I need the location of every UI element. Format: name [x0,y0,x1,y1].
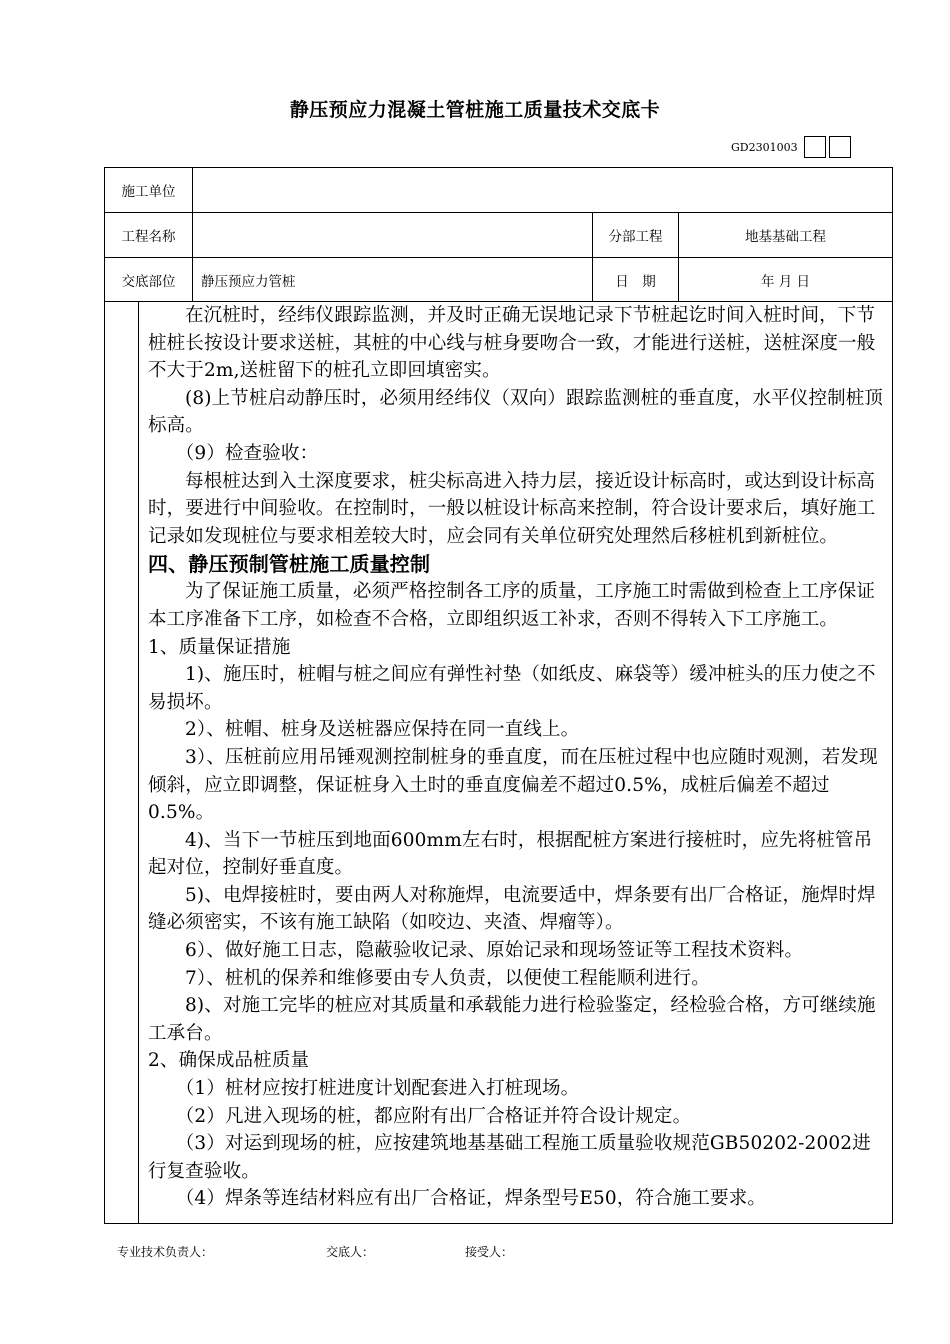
construction-unit-label: 施工单位 [105,168,193,213]
page-title: 静压预应力混凝土管桩施工质量技术交底卡 [289,99,661,121]
disclosure-content [138,302,892,1223]
discloser-label: 交底人： [326,1245,375,1259]
date-label: 日 期 [593,258,679,302]
receiver-label: 接受人： [465,1245,514,1259]
date-value[interactable]: 年 月 日 [679,258,893,302]
list-item: （1）桩材应按打桩进度计划配套进入打桩现场。 [175,1078,580,1100]
sub-project-label: 分部工程 [593,213,679,258]
list-item: 8)、对施工完毕的桩应对其质量和承载能力进行检验鉴定，经检验合格，方可继续施工承台。 [148,995,876,1044]
code-checkbox-2[interactable] [829,136,851,158]
project-name-value[interactable] [193,213,593,258]
part-value[interactable]: 静压预应力管桩 [193,258,593,302]
subheading: 1、质量保证措施 [148,636,291,658]
document-code-row [731,135,851,159]
code-checkbox-1[interactable] [804,136,826,158]
list-item: 1)、施压时，桩帽与桩之间应有弹性衬垫（如纸皮、麻袋等）缓冲桩头的压力使之不易损坏。 [148,664,876,713]
construction-unit-value[interactable] [193,168,893,213]
subheading: 2、确保成品桩质量 [148,1050,310,1072]
paragraph: (8)上节桩启动静压时，必须用经纬仪（双向）跟踪监测桩的垂直度，水平仪控制桩顶标高。 [148,387,884,437]
disclosure-content-cell [105,302,893,1224]
table-row [105,258,893,302]
part-label: 交底部位 [105,258,193,302]
list-item: 4)、当下一节桩压到地面600mm左右时，根据配桩方案进行接桩时，应先将桩管吊起对位，控制好垂直度。 [148,829,873,879]
list-item: 5)、电焊接桩时，要由两人对称施焊，电流要适中，焊条要有出厂合格证，施焊时焊缝必须密实，不该有施工缺陷（如咬边、夹渣、焊瘤等）。 [148,884,876,934]
paragraph: 在沉桩时，经纬仪跟踪监测，并及时正确无误地记录下节桩起讫时间入桩时间，下节桩桩长按设计要求送桩，其桩的中心线与桩身要吻合一致，才能进行送桩，送桩深度一般不大于2m,送桩留下的桩孔立即回填密实。 [148,305,876,382]
list-item: （2）凡进入现场的桩，都应附有出厂合格证并符合设计规定。 [175,1105,692,1127]
list-item: 2）、桩帽、桩身及送桩器应保持在同一直线上。 [185,719,580,741]
section-heading: 四、静压预制管桩施工质量控制 [148,552,431,577]
list-item: （4）焊条等连结材料应有出厂合格证，焊条型号E50，符合施工要求。 [175,1188,767,1210]
project-name-label: 工程名称 [105,213,193,258]
list-item: 3）、压桩前应用吊锤观测控制桩身的垂直度，而在压桩过程中也应随时观测，若发现倾斜，应立即调整，保证桩身入土时的垂直度偏差不超过0.5%，成桩后偏差不超过0.5%。 [148,746,878,824]
sub-project-value[interactable]: 地基基础工程 [679,213,893,258]
tech-lead-label: 专业技术负责人： [117,1245,214,1259]
paragraph: （9）检查验收： [175,442,319,464]
list-item: （3）对运到现场的桩，应按建筑地基基础工程施工质量验收规范GB50202-2002进行复查验收。 [148,1133,871,1182]
document-code: GD2301003 [731,140,798,154]
table-row [105,213,893,258]
table-row [105,168,893,213]
paragraph: 每根桩达到入土深度要求，桩尖标高进入持力层，接近设计标高时，或达到设计标高时，要进行中间验收。在控制时，一般以桩设计标高来控制，符合设计要求后，填好施工记录如发现桩位与要求相差较大时，应会同有关单位研究处理然后移桩机到新桩位。 [148,470,876,547]
list-item: 7）、桩机的保养和维修要由专人负责，以便使工程能顺利进行。 [185,967,710,989]
disclosure-card-table [104,167,893,1224]
paragraph: 为了保证施工质量，必须严格控制各工序的质量，工序施工时需做到检查上工序保证本工序准备下工序，如检查不合格，立即组织返工补求，否则不得转入下工序施工。 [148,581,876,630]
list-item: 6）、做好施工日志，隐蔽验收记录、原始记录和现场签证等工程技术资料。 [185,940,804,962]
table-row [105,302,893,1224]
